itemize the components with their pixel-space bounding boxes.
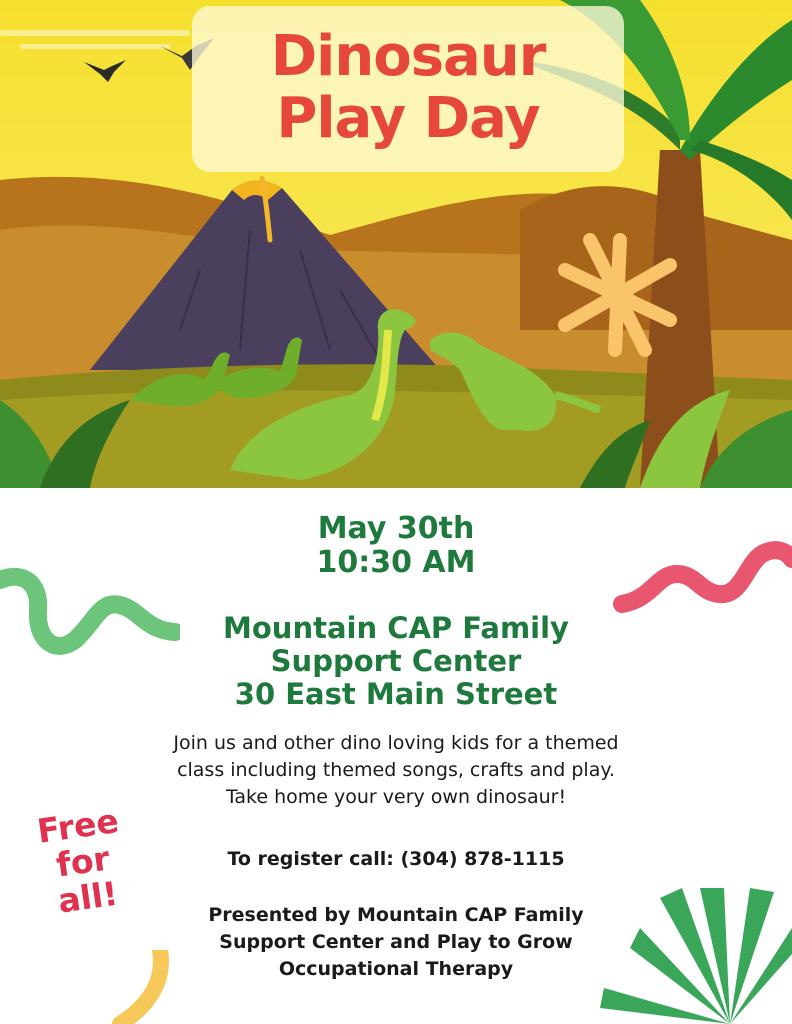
event-time: 10:30 AM bbox=[316, 545, 476, 580]
event-venue bbox=[0, 612, 792, 711]
presented-line-1: Presented by Mountain CAP Family bbox=[208, 904, 584, 926]
free-for-all-badge bbox=[11, 799, 155, 924]
venue-line-1: Mountain CAP Family bbox=[223, 611, 569, 645]
free-line-2: for bbox=[53, 838, 113, 885]
title-line-1: Dinosaur bbox=[270, 24, 546, 89]
free-line-1: Free bbox=[34, 800, 121, 851]
title-line-2: Play Day bbox=[276, 86, 540, 151]
event-description bbox=[0, 730, 792, 811]
presented-line-2: Support Center and Play to Grow bbox=[219, 931, 573, 953]
description-line-2: class including themed songs, crafts and play. bbox=[177, 759, 615, 781]
presented-line-3: Occupational Therapy bbox=[278, 958, 514, 980]
title-banner bbox=[192, 6, 624, 172]
event-datetime bbox=[0, 512, 792, 580]
venue-line-3: 30 East Main Street bbox=[234, 677, 558, 711]
free-line-3: all! bbox=[55, 873, 121, 921]
description-line-3: Take home your very own dinosaur! bbox=[225, 786, 567, 808]
presented-by bbox=[0, 902, 792, 983]
venue-line-2: Support Center bbox=[270, 644, 522, 678]
register-phone: To register call: (304) 878-1115 bbox=[227, 848, 565, 870]
event-date: May 30th bbox=[317, 511, 475, 546]
description-line-1: Join us and other dino loving kids for a themed bbox=[173, 732, 619, 754]
